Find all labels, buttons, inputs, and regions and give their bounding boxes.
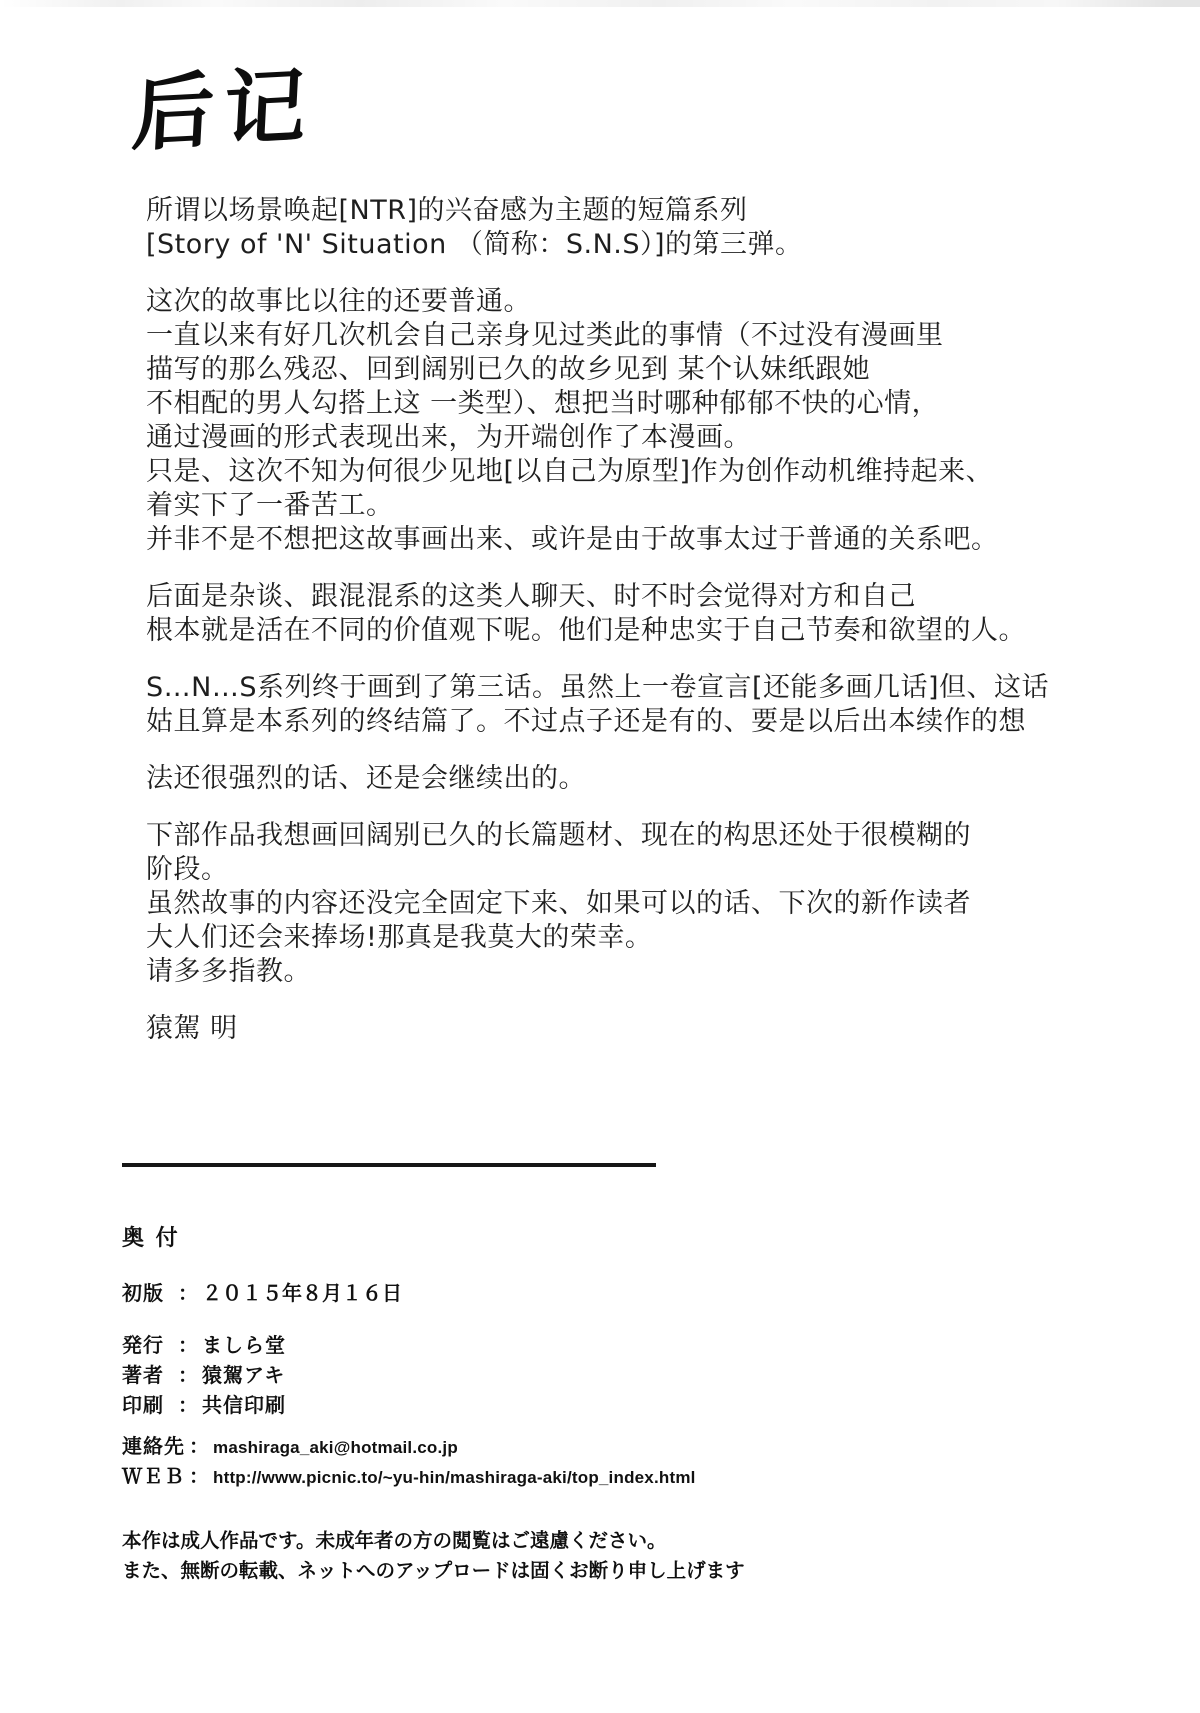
colophon-row-contact-email: [122, 1432, 1082, 1462]
colophon-row-edition: [122, 1280, 1082, 1306]
scan-edge-artifact: [0, 0, 1200, 7]
colophon-row-author: [122, 1360, 1082, 1390]
colophon-value-author: 猿駕アキ: [202, 1363, 286, 1387]
afterword-line: 下部作品我想画回阔别已久的长篇题材、现在的构思还处于很模糊的: [146, 820, 971, 851]
afterword-line: [146, 989, 1136, 1012]
contact-email-text: mashiraga_aki@hotmail.co.jp: [213, 1438, 458, 1457]
colophon-value-edition-date: ２０１５年８月１６日: [202, 1281, 402, 1305]
afterword-line: 不相配的男人勾搭上这 一类型）、想把当时哪种郁郁不快的心情，: [146, 388, 940, 419]
colophon-colon: ：: [178, 1393, 198, 1417]
section-divider-rule: [122, 1163, 656, 1167]
afterword-line: 姑且算是本系列的终结篇了。不过点子还是有的、要是以后出本续作的想: [146, 706, 1026, 737]
author-signature: 猿駕 明: [146, 1013, 238, 1044]
afterword-line: 虽然故事的内容还没完全固定下来、如果可以的话、下次的新作读者: [146, 888, 971, 919]
colophon-label-edition: 初版: [122, 1281, 164, 1305]
colophon-contact-group: [122, 1432, 1082, 1492]
afterword-line: 所谓以场景唤起[NTR]的兴奋感为主题的短篇系列: [146, 195, 748, 226]
colophon-value-publisher: ましら堂: [202, 1333, 286, 1357]
notice-line-adult: 本作は成人作品です。未成年者の方の閲覧はご遠慮ください。: [122, 1529, 667, 1552]
colophon-label-author: 著者: [122, 1363, 164, 1387]
afterword-line: 一直以来有好几次机会自己亲身见过类此的事情（不过没有漫画里: [146, 320, 944, 351]
afterword-line: 阶段。: [146, 854, 229, 885]
adult-content-notice: [122, 1526, 1082, 1586]
afterword-line: 大人们还会来捧场!那真是我莫大的荣幸。: [146, 922, 653, 953]
afterword-line: [146, 262, 1136, 285]
afterword-line: 着实下了一番苦工。: [146, 490, 394, 521]
page-title: 后记: [129, 57, 319, 164]
colophon-row-publisher: [122, 1330, 1082, 1360]
colophon-colon: ：: [178, 1333, 198, 1357]
afterword-line: [Story of 'N' Situation （简称：S.N.S）]的第三弹。: [146, 229, 803, 260]
afterword-line: 这次的故事比以往的还要普通。: [146, 286, 531, 317]
colophon-row-printer: [122, 1390, 1082, 1420]
afterword-line: 后面是杂谈、跟混混系的这类人聊天、时不时会觉得对方和自己: [146, 581, 916, 612]
colophon-value-printer: 共信印刷: [202, 1393, 286, 1417]
afterword-line: [146, 796, 1136, 819]
website-url-text: http://www.picnic.to/~yu-hin/mashiraga-aki/top_index.html: [213, 1468, 696, 1487]
afterword-line: 通过漫画的形式表现出来，为开端创作了本漫画。: [146, 422, 751, 453]
colophon-heading: 奥 付: [122, 1226, 180, 1251]
colophon-label-web: ＷＥＢ: [122, 1464, 185, 1488]
colophon-colon: ：: [189, 1464, 209, 1488]
colophon-colon: ：: [178, 1281, 198, 1305]
afterword-line: S…N…S系列终于画到了第三话。虽然上一卷宣言[还能多画几话]但、这话: [146, 672, 1050, 703]
colophon-label-contact: 連絡先: [122, 1434, 185, 1458]
afterword-line: 法还很强烈的话、还是会继续出的。: [146, 763, 586, 794]
afterword-line: 并非不是不想把这故事画出来、或许是由于故事太过于普通的关系吧。: [146, 524, 999, 555]
afterword-text: [146, 194, 1136, 1046]
afterword-line: [146, 739, 1136, 762]
colophon-colon: ：: [189, 1434, 209, 1458]
colophon-label-publisher: 発行: [122, 1333, 164, 1357]
colophon-section: [122, 1226, 1082, 1586]
colophon-row-website: [122, 1462, 1082, 1492]
colophon-colon: ：: [178, 1363, 198, 1387]
afterword-line: 只是、这次不知为何很少见地[以自己为原型]作为创作动机维持起来、: [146, 456, 994, 487]
afterword-line: 描写的那么残忍、回到阔别已久的故乡见到 某个认妹纸跟她: [146, 354, 871, 385]
colophon-publishing-group: [122, 1330, 1082, 1420]
notice-line-no-repost: また、無断の転載、ネットへのアップロードは固くお断り申し上げます: [122, 1559, 745, 1582]
afterword-line: [146, 557, 1136, 580]
afterword-line: 请多多指教。: [146, 956, 311, 987]
afterword-line: 根本就是活在不同的价值观下呢。他们是种忠实于自己节奏和欲望的人。: [146, 615, 1026, 646]
afterword-line: [146, 648, 1136, 671]
colophon-label-printer: 印刷: [122, 1393, 164, 1417]
